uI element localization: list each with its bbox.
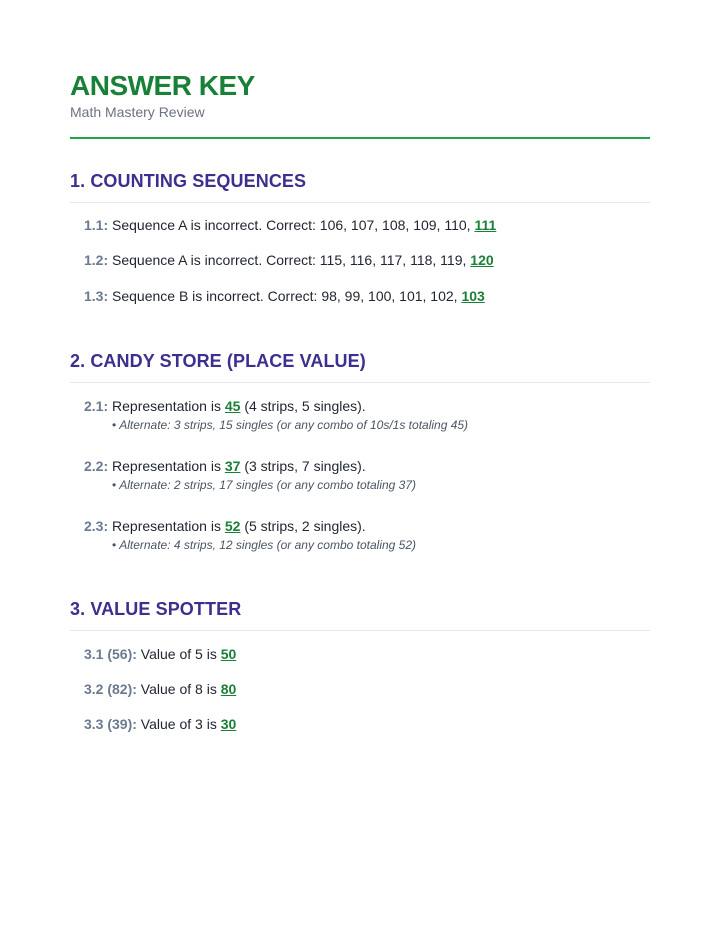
item-text: Representation is [108, 518, 225, 534]
section-value-spotter [70, 598, 650, 732]
bullet-icon: • [112, 478, 117, 492]
item-detail: (3 strips, 7 singles). [240, 458, 366, 474]
page-title: ANSWER KEY [70, 70, 255, 101]
answer-value: 37 [224, 458, 241, 474]
item-detail: (5 strips, 2 singles). [240, 518, 366, 534]
answer-value: 80 [220, 681, 237, 697]
answer-value: 45 [224, 398, 241, 414]
answer-item-1-3 [84, 287, 485, 305]
answer-value: 120 [470, 252, 494, 268]
item-label: 1.3: [84, 288, 109, 304]
item-text: Representation is [108, 398, 225, 414]
answer-item-3-1 [84, 645, 236, 663]
item-label: 3.2 (82): [84, 681, 137, 697]
item-text: Value of 5 is [136, 646, 221, 662]
bullet-icon: • [112, 538, 117, 552]
answer-item-3-2 [84, 680, 236, 698]
item-label: 2.3: [84, 518, 109, 534]
answer-value: 30 [220, 716, 237, 732]
answer-value: 50 [220, 646, 237, 662]
alternate-text: Alternate: 4 strips, 12 singles (or any combo totaling 52) [119, 538, 417, 552]
section-heading: 3. VALUE SPOTTER [70, 598, 650, 631]
item-label: 2.2: [84, 458, 109, 474]
answer-item-1-2 [84, 251, 494, 269]
page-subtitle: Math Mastery Review [70, 104, 205, 120]
item-text: Representation is [108, 458, 225, 474]
section-counting-sequences [70, 170, 650, 304]
answer-item-1-1 [84, 216, 496, 234]
alternate-text: Alternate: 3 strips, 15 singles (or any combo of 10s/1s totaling 45) [119, 418, 469, 432]
item-text: Sequence A is incorrect. Correct: 115, 116, 117, 118, 119, [108, 252, 471, 268]
answer-item-2-1 [84, 397, 366, 415]
item-text: Sequence B is incorrect. Correct: 98, 99, 100, 101, 102, [108, 288, 462, 304]
item-label: 1.2: [84, 252, 109, 268]
answer-value: 103 [461, 288, 485, 304]
section-candy-store [70, 350, 650, 552]
item-text: Value of 8 is [136, 681, 221, 697]
alternate-note [112, 477, 416, 493]
item-text: Sequence A is incorrect. Correct: 106, 107, 108, 109, 110, [108, 217, 475, 233]
answer-item-2-2 [84, 457, 366, 475]
item-label: 3.1 (56): [84, 646, 137, 662]
answer-value: 52 [224, 518, 241, 534]
bullet-icon: • [112, 418, 117, 432]
answer-value: 111 [474, 217, 497, 233]
item-label: 3.3 (39): [84, 716, 137, 732]
item-label: 2.1: [84, 398, 109, 414]
title-divider [70, 137, 650, 139]
item-label: 1.1: [84, 217, 109, 233]
item-text: Value of 3 is [136, 716, 221, 732]
section-heading: 2. CANDY STORE (PLACE VALUE) [70, 350, 650, 383]
answer-item-3-3 [84, 715, 236, 733]
item-detail: (4 strips, 5 singles). [240, 398, 366, 414]
answer-item-2-3 [84, 517, 366, 535]
alternate-note [112, 537, 416, 553]
alternate-text: Alternate: 2 strips, 17 singles (or any combo totaling 37) [119, 478, 417, 492]
alternate-note [112, 417, 468, 433]
section-heading: 1. COUNTING SEQUENCES [70, 170, 650, 203]
